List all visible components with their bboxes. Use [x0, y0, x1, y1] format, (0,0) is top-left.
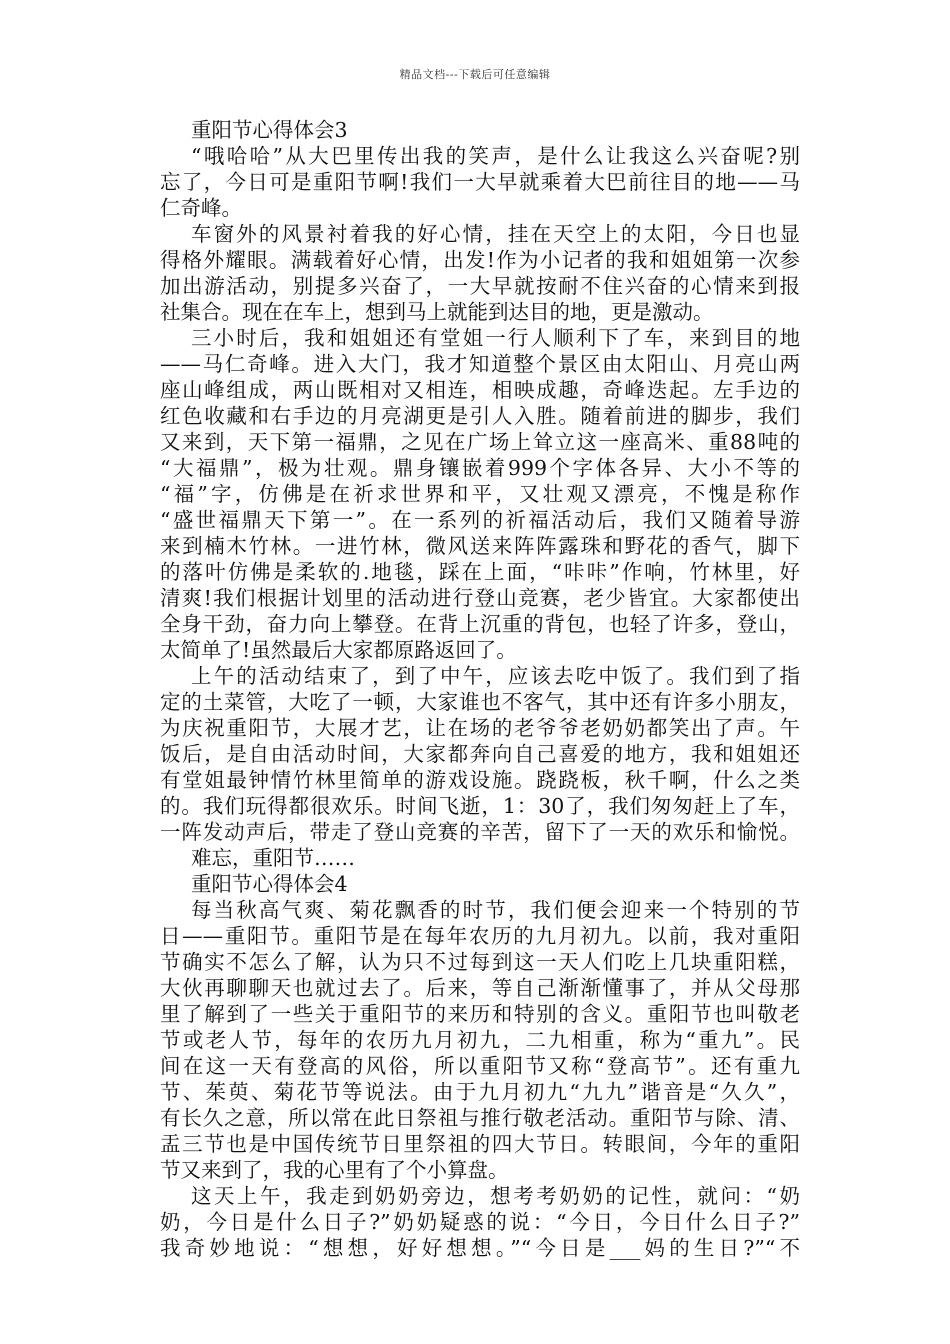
text-line: 加出游活动，别提多兴奋了，一大早就按耐不住兴奋的心情来到报	[160, 274, 800, 298]
text-line: 的落叶仿佛是柔软的.地毯，踩在上面，“咔咔”作响，竹林里，好	[160, 560, 800, 584]
text-line: 节确实不怎么了解，认为只不过每到这一天人们吃上几块重阳糕，	[160, 950, 800, 974]
text-line: “哦哈哈”从大巴里传出我的笑声，是什么让我这么兴奋呢?别	[191, 144, 800, 168]
text-line: 为庆祝重阳节，大展才艺，让在场的老爷爷老奶奶都笑出了声。午	[160, 716, 800, 740]
header-note: 精品文档---下载后可任意编辑	[399, 68, 551, 81]
text-line: 得格外耀眼。满载着好心情，出发!作为小记者的我和姐姐第一次参	[160, 248, 800, 272]
text-line: 红色收藏和右手边的月亮湖更是引人入胜。随着前进的脚步，我们	[160, 404, 800, 428]
text-line: “福”字，仿佛是在祈求世界和平，又壮观又漂亮，不愧是称作	[160, 482, 800, 506]
text-line: 社集合。现在在车上，想到马上就能到达目的地，更是激动。	[160, 300, 714, 324]
text-line: 全身干劲，奋力向上攀登。在背上沉重的背包，也轻了许多，登山，	[160, 612, 800, 636]
text-line: 间在这一天有登高的风俗，所以重阳节又称“登高节”。还有重九	[160, 1054, 800, 1078]
text-line: 重阳节心得体会3	[191, 118, 348, 142]
text-line: 难忘，重阳节……	[191, 846, 355, 870]
text-line: 饭后，是自由活动时间，大家都奔向自己喜爱的地方，我和姐姐还	[160, 742, 800, 766]
text-line: 上午的活动结束了，到了中午，应该去吃中饭了。我们到了指	[191, 664, 800, 688]
document-body	[160, 117, 800, 1261]
text-line: 有堂姐最钟情竹林里简单的游戏设施。跷跷板，秋千啊，什么之类	[160, 768, 800, 792]
text-line: “大福鼎”，极为壮观。鼎身镶嵌着999个字体各异、大小不等的	[160, 456, 800, 480]
text-line: 节或老人节，每年的农历九月初九，二九相重，称为“重九”。民	[160, 1028, 800, 1052]
text-line: 来到楠木竹林。一进竹林，微风送来阵阵露珠和野花的香气，脚下	[160, 534, 800, 558]
text-line: 每当秋高气爽、菊花飘香的时节，我们便会迎来一个特别的节	[191, 898, 800, 922]
text-line: 有长久之意，所以常在此日祭祖与推行敬老活动。重阳节与除、清、	[160, 1106, 800, 1130]
text-line: 的。我们玩得都很欢乐。时间飞逝，1：30了，我们匆匆赶上了车，	[160, 794, 800, 818]
text-line: 定的土菜管，大吃了一顿，大家谁也不客气，其中还有许多小朋友，	[160, 690, 800, 714]
text-line: 仁奇峰。	[160, 196, 242, 220]
text-line: 盂三节也是中国传统节日里祭祖的四大节日。转眼间，今年的重阳	[160, 1132, 800, 1156]
text-line: 太简单了!虽然最后大家都原路返回了。	[160, 638, 517, 662]
text-line: 里了解到了一些关于重阳节的来历和特别的含义。重阳节也叫敬老	[160, 1002, 800, 1026]
text-line: 车窗外的风景衬着我的好心情，挂在天空上的太阳，今日也显	[191, 222, 800, 246]
text-line: 节、茱萸、菊花节等说法。由于九月初九“九九”谐音是“久久”，	[160, 1080, 800, 1104]
text-line: 重阳节心得体会4	[191, 872, 348, 896]
text-line: 节又来到了，我的心里有了个小算盘。	[160, 1158, 509, 1182]
text-line: 大伙再聊聊天也就过去了。后来，等自己渐渐懂事了，并从父母那	[160, 976, 800, 1000]
text-line: ——马仁奇峰。进入大门，我才知道整个景区由太阳山、月亮山两	[160, 352, 800, 376]
text-line: 奶，今日是什么日子?”奶奶疑惑的说：“今日，今日什么日子?”	[160, 1210, 800, 1234]
text-line: 忘了，今日可是重阳节啊!我们一大早就乘着大巴前往目的地——马	[160, 170, 800, 194]
text-line: 清爽!我们根据计划里的活动进行登山竞赛，老少皆宜。大家都使出	[160, 586, 800, 610]
text-line: 三小时后，我和姐姐还有堂姐一行人顺利下了车，来到目的地	[191, 326, 800, 350]
text-line: 日——重阳节。重阳节是在每年农历的九月初九。以前，我对重阳	[160, 924, 800, 948]
text-line: 我奇妙地说：“想想，好好想想。”“今日是___妈的生日?”“不	[160, 1236, 800, 1260]
text-line: 座山峰组成，两山既相对又相连，相映成趣，奇峰迭起。左手边的	[160, 378, 800, 402]
text-line: “盛世福鼎天下第一”。在一系列的祈福活动后，我们又随着导游	[160, 508, 800, 532]
text-line: 又来到，天下第一福鼎，之见在广场上耸立这一座高米、重88吨的	[160, 430, 800, 454]
text-line: 这天上午，我走到奶奶旁边，想考考奶奶的记性，就问：“奶	[191, 1184, 800, 1208]
text-line: 一阵发动声后，带走了登山竞赛的辛苦，留下了一天的欢乐和愉悦。	[160, 820, 800, 844]
